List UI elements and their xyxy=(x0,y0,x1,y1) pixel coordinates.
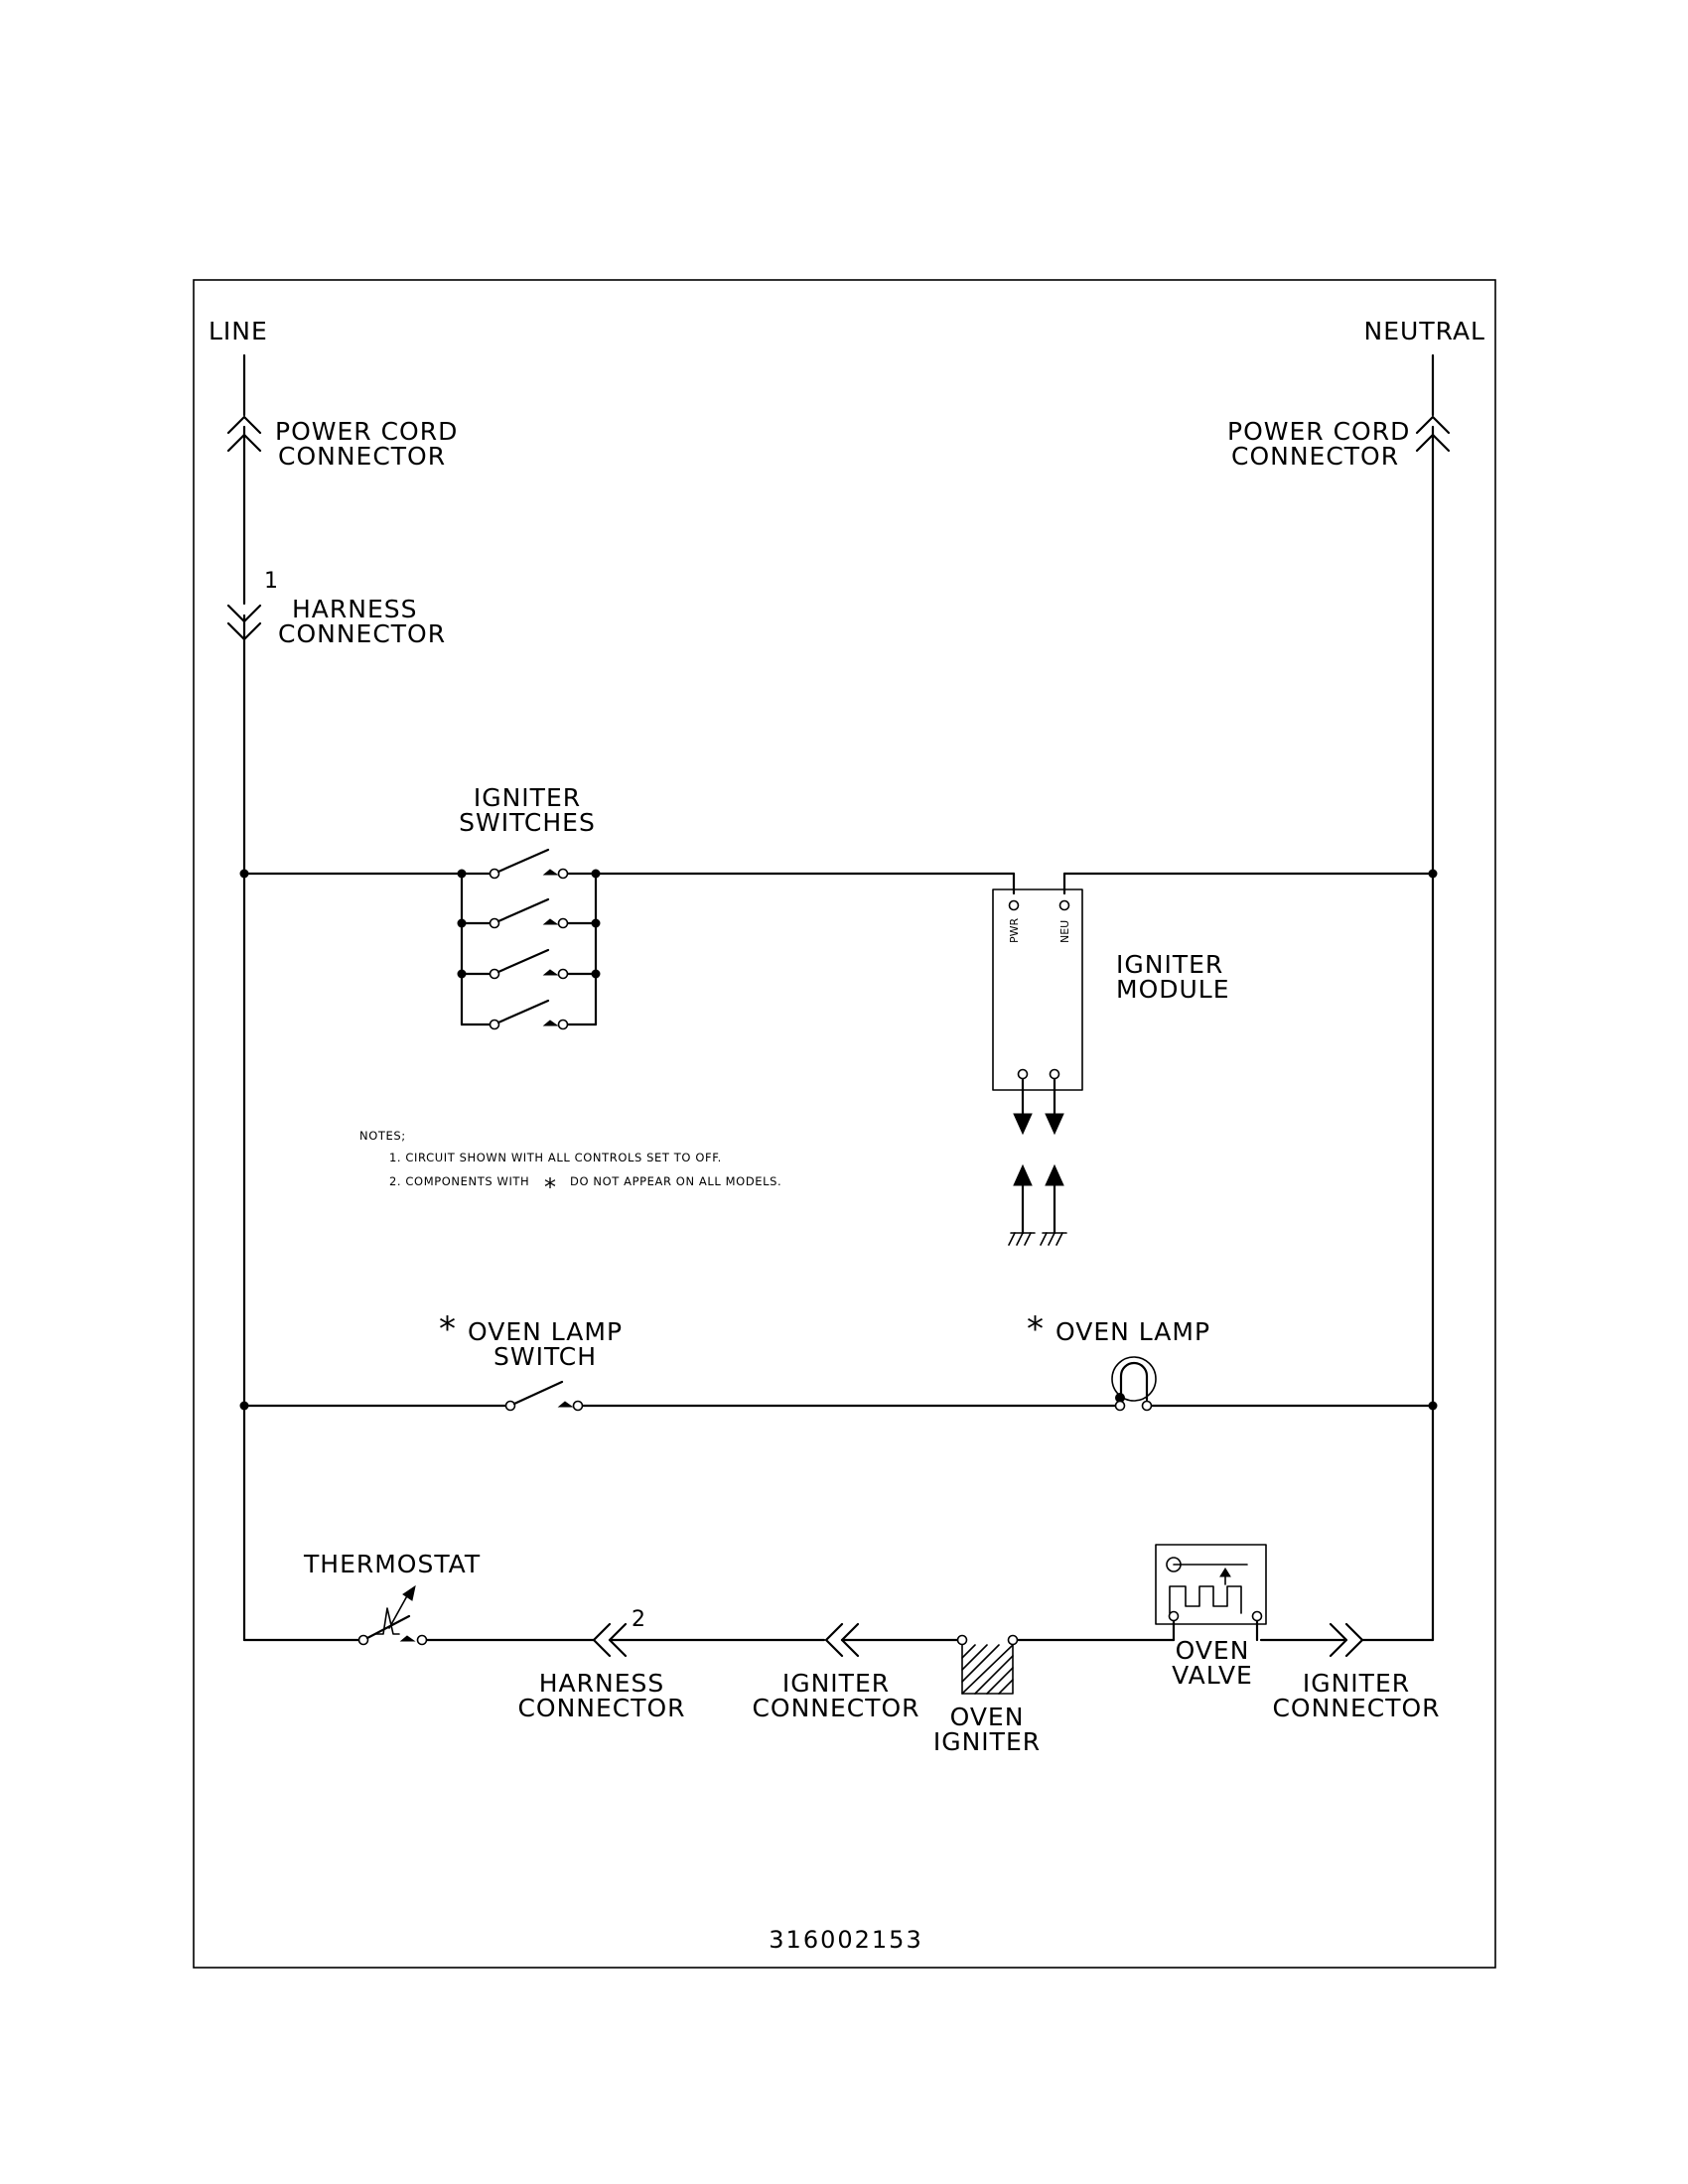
harness-connector-1-label-2: CONNECTOR xyxy=(278,619,447,648)
igniter-module xyxy=(993,889,1082,1090)
igniter-switch-2 xyxy=(458,899,601,928)
ground-icon xyxy=(1009,1233,1066,1245)
module-pin-pwr-label: PWR xyxy=(1008,917,1021,943)
thermostat-label: THERMOSTAT xyxy=(304,1550,482,1578)
harness-connector-2-number: 2 xyxy=(632,1607,645,1632)
neutral-label: NEUTRAL xyxy=(1363,317,1485,345)
power-cord-connector-left-label-2: CONNECTOR xyxy=(278,442,447,471)
harness-connector-2-label-1: HARNESS xyxy=(538,1669,665,1698)
line-label: LINE xyxy=(209,317,268,345)
oven-igniter-icon xyxy=(958,1636,1018,1695)
igniter-rung-wires xyxy=(244,874,1433,1024)
oven-lamp-label: OVEN LAMP xyxy=(1055,1317,1211,1346)
power-cord-connector-left-label-1: POWER CORD xyxy=(275,417,459,446)
oven-valve-icon xyxy=(1156,1545,1266,1640)
igniter-connector-right-label-2: CONNECTOR xyxy=(1272,1694,1441,1722)
thermostat-icon xyxy=(359,1586,427,1645)
notes-item-2: 2. COMPONENTS WITH xyxy=(389,1174,530,1188)
igniter-module-label-2: MODULE xyxy=(1116,975,1230,1004)
harness-connector-2-label-2: CONNECTOR xyxy=(517,1694,686,1722)
igniter-module-label-1: IGNITER xyxy=(1116,950,1224,979)
oven-igniter-label-2: IGNITER xyxy=(932,1727,1042,1756)
oven-lamp-switch-label-1: OVEN LAMP xyxy=(468,1317,624,1346)
notes-item-1: 1. CIRCUIT SHOWN WITH ALL CONTROLS SET TO OFF. xyxy=(389,1151,722,1164)
part-number: 316002153 xyxy=(769,1926,923,1954)
igniter-switches-label-2: SWITCHES xyxy=(459,808,596,837)
oven-lamp-switch-asterisk: * xyxy=(439,1309,456,1349)
power-cord-connector-right-label-2: CONNECTOR xyxy=(1231,442,1400,471)
module-output-arrows xyxy=(1014,1079,1063,1134)
harness-connector-1-label-1: HARNESS xyxy=(292,595,418,623)
harness-connector-1-number: 1 xyxy=(264,569,278,594)
igniter-switch-3 xyxy=(458,950,601,979)
module-pin-neu-label: NEU xyxy=(1058,919,1071,943)
igniter-switch-4 xyxy=(462,1001,596,1029)
oven-lamp-switch xyxy=(506,1382,583,1411)
junction-dot xyxy=(1429,870,1438,879)
igniter-switch-1 xyxy=(458,850,601,879)
notes-asterisk: * xyxy=(544,1173,556,1201)
igniter-switches-label-1: IGNITER xyxy=(473,783,582,812)
junction-dot xyxy=(1429,1402,1438,1411)
igniter-connector-right-label-1: IGNITER xyxy=(1302,1669,1411,1698)
oven-lamp-icon xyxy=(1112,1357,1156,1411)
igniter-connector-left-label-1: IGNITER xyxy=(781,1669,891,1698)
oven-lamp-asterisk: * xyxy=(1027,1309,1044,1349)
notes-heading: NOTES; xyxy=(359,1129,406,1143)
notes-item-3: DO NOT APPEAR ON ALL MODELS. xyxy=(570,1174,782,1188)
oven-igniter-label-1: OVEN xyxy=(949,1703,1025,1731)
power-cord-connector-right-label-1: POWER CORD xyxy=(1227,417,1411,446)
spark-electrode-arrows xyxy=(1014,1165,1063,1233)
junction-dot xyxy=(240,870,249,879)
oven-valve-label-2: VALVE xyxy=(1172,1661,1253,1690)
oven-valve-label-1: OVEN xyxy=(1175,1636,1250,1665)
junction-dot xyxy=(240,1402,249,1411)
oven-lamp-switch-label-2: SWITCH xyxy=(493,1342,598,1371)
igniter-connector-left-label-2: CONNECTOR xyxy=(752,1694,920,1722)
